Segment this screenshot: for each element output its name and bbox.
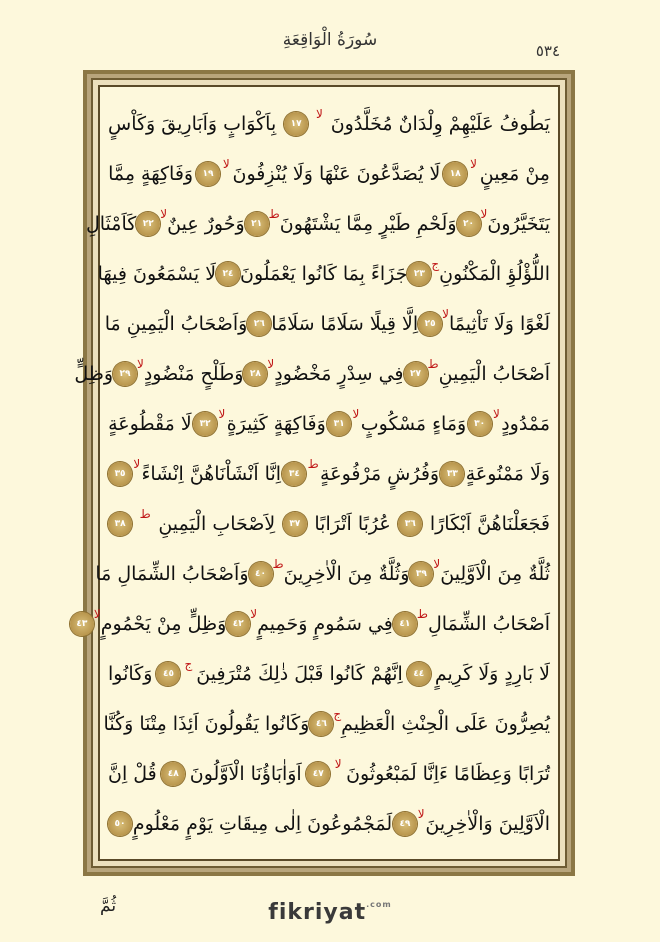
pause-mark: لا [492, 407, 500, 421]
ayah-marker-icon: ١٧ [284, 112, 308, 136]
verse-text: وَطَلْحٍ مَنْضُودٍ [143, 363, 244, 385]
ayah-marker-icon: ٤٦ [309, 712, 333, 736]
ayah-marker-icon: ٣٤ [282, 462, 306, 486]
pause-mark: لا [222, 157, 230, 171]
ayah-marker-icon: ٣٦ [398, 512, 422, 536]
publisher-tld: .com [366, 900, 392, 909]
verse-text: وَمَاءٍ مَسْكُوبٍ [360, 413, 467, 435]
pause-mark: لا [218, 407, 226, 421]
text-area [74, 85, 560, 861]
pause-mark: ط [139, 507, 151, 521]
ayah-marker-icon: ٢٨ [243, 362, 267, 386]
verse-text: يَطُوفُ عَلَيْهِمْ وِلْدَانٌ مُخَلَّدُونَ [330, 113, 550, 135]
pause-mark: لا [442, 307, 449, 321]
text-line [108, 651, 550, 697]
pause-mark: لا [470, 157, 477, 171]
ayah-marker-icon: ٤٧ [306, 762, 330, 786]
verse-text: لَا مَقْطُوعَةٍ [108, 413, 192, 435]
verse-text: اِلَّا قِيلًا سَلَامًا سَلَامًا [271, 313, 419, 335]
ayah-marker-icon: ٤٤ [407, 662, 431, 686]
ayah-marker-icon: ١٩ [196, 162, 220, 186]
verse-text: كَاَمْثَالِ [85, 213, 137, 235]
verse-text: اَوَاٰبَاؤُنَا الْاَوَّلُونَ [189, 763, 302, 785]
frame-border [74, 78, 567, 868]
ayah-marker-icon: ٢٠ [457, 212, 481, 236]
verse-text: اَصْحَابُ الشِّمَالِ [428, 613, 550, 635]
verse-text: يَتَخَيَّرُونَ [487, 213, 550, 235]
verse-text: عُرُبًا اَتْرَابًا [314, 513, 391, 535]
verse-text: وَاَصْحَابُ الشِّمَالِ مَا [95, 563, 249, 585]
verse-text: مِنْ مَعِينٍ [479, 163, 550, 185]
pause-mark: لا [133, 457, 141, 471]
verse-text: وَلَحْمِ طَيْرٍ مِمَّا يَشْتَهُونَ [279, 213, 457, 235]
ayah-marker-icon: ٤٢ [226, 612, 250, 636]
ayah-marker-icon: ٣٠ [468, 412, 492, 436]
verse-text: الْاَوَّلِينَ وَالْاٰخِرِينَ [425, 813, 550, 835]
catchword: ثُمَّ [100, 896, 117, 916]
verse-text: وَظِلٍّ مِنْ يَحْمُومٍ [100, 613, 227, 635]
text-line [97, 251, 550, 297]
verse-text: وَكَانُوا يَقُولُونَ اَئِذَا مِتْنَا وَكُنَّا [103, 713, 310, 735]
ayah-marker-icon: ٢٩ [113, 362, 137, 386]
ayah-marker-icon: ٢١ [245, 212, 269, 236]
ayah-marker-icon: ٣٩ [409, 562, 433, 586]
ayah-marker-icon: ٢٥ [418, 312, 442, 336]
verse-text: وَفَاكِهَةٍ مِمَّا [108, 163, 194, 185]
text-line [108, 151, 550, 197]
verse-text: يُصِرُّونَ عَلَى الْحِنْثِ الْعَظِيمِ [341, 713, 550, 735]
verse-text: ثُلَّةٌ مِنَ الْاَوَّلِينَ [440, 563, 550, 585]
text-line [108, 501, 550, 547]
text-line [108, 401, 550, 447]
pause-mark: لا [267, 357, 275, 371]
pause-mark: ط [307, 457, 319, 471]
verse-text: فِي سَمُومٍ وَحَمِيمٍ [257, 613, 393, 635]
pause-mark: لا [137, 357, 144, 371]
verse-text: وَفُرُشٍ مَرْفُوعَةٍ [320, 463, 440, 485]
pause-mark: لا [316, 107, 323, 121]
pause-mark: ج [431, 257, 440, 271]
verse-text: لَا يَسْمَعُونَ فِيهَا [97, 263, 217, 285]
pause-mark: ط [427, 357, 439, 371]
pause-mark: لا [160, 207, 168, 221]
ayah-marker-icon: ٤١ [393, 612, 417, 636]
verse-text: اِنَّا اَنْشَاْنَاهُنَّ اِنْشَاءً [141, 463, 282, 485]
text-line [108, 751, 550, 797]
pause-mark: لا [352, 407, 360, 421]
ayah-marker-icon: ٣١ [327, 412, 351, 436]
verse-text: وَحُورٌ عِينٌ [167, 213, 245, 235]
verse-text: لَا بَارِدٍ وَلَا كَرِيمٍ [434, 663, 550, 685]
verse-text: اَصْحَابُ الْيَمِينِ [438, 363, 550, 385]
pause-mark: لا [334, 757, 342, 771]
ayah-marker-icon: ٥٠ [108, 812, 132, 836]
text-line [104, 301, 550, 347]
ayah-marker-icon: ٤٣ [70, 612, 94, 636]
verse-text: لَغْوًا وَلَا تَاْثِيمًا [448, 313, 550, 335]
page-number: ٥٣٤ [535, 42, 560, 60]
verse-text: لِاَصْحَابِ الْيَمِينِ [158, 513, 276, 535]
pause-mark: ط [416, 607, 428, 621]
text-line [108, 101, 550, 147]
ayah-marker-icon: ٢٤ [216, 262, 240, 286]
ayah-marker-icon: ٤٠ [249, 562, 273, 586]
ayah-marker-icon: ٢٢ [136, 212, 160, 236]
verse-text: بِاَكْوَابٍ وَاَبَارِيقَ وَكَاْسٍ [108, 113, 277, 135]
ayah-marker-icon: ١٨ [443, 162, 467, 186]
verse-text: وَكَانُوا [108, 663, 153, 685]
ayah-marker-icon: ٤٥ [156, 662, 180, 686]
pause-mark: لا [93, 607, 101, 621]
pause-mark: لا [250, 607, 258, 621]
verse-text: وَلَا مَمْنُوعَةٍ [465, 463, 550, 485]
pause-mark: لا [417, 807, 425, 821]
ayah-marker-icon: ٣٨ [108, 512, 132, 536]
text-line [103, 701, 550, 747]
ayah-marker-icon: ٤٩ [393, 812, 417, 836]
quran-text [74, 101, 550, 847]
verse-text: اللُّؤْلُؤِ الْمَكْنُونِ [439, 263, 550, 285]
verse-text: جَزَاءً بِمَا كَانُوا يَعْمَلُونَ [240, 263, 408, 285]
pause-mark: لا [480, 207, 488, 221]
ayah-marker-icon: ٣٥ [108, 462, 132, 486]
text-line [85, 201, 550, 247]
verse-text: مَمْدُودٍ [501, 413, 550, 435]
verse-text: وَاَصْحَابُ الْيَمِينِ مَا [104, 313, 248, 335]
page-header [0, 30, 660, 70]
pause-mark: لا [433, 557, 441, 571]
verse-text: اِنَّهُمْ كَانُوا قَبْلَ ذٰلِكَ مُتْرَفِينَ [196, 663, 403, 685]
verse-text: لَا يُصَدَّعُونَ عَنْهَا وَلَا يُنْزِفُونَ [232, 163, 441, 185]
ayah-marker-icon: ٣٣ [440, 462, 464, 486]
text-line [108, 451, 550, 497]
page-frame [74, 70, 575, 876]
ayah-marker-icon: ٣٧ [283, 512, 307, 536]
text-line [95, 551, 550, 597]
verse-text: وَظِلٍّ [74, 363, 113, 385]
verse-text: وَفَاكِهَةٍ كَثِيرَةٍ [226, 413, 326, 435]
ayah-marker-icon: ٢٧ [404, 362, 428, 386]
surah-title: سُورَةُ الْوَاقِعَةِ [282, 30, 378, 50]
ayah-marker-icon: ٣٢ [193, 412, 217, 436]
pause-mark: ط [272, 557, 284, 571]
verse-text: قُلْ اِنَّ [108, 763, 157, 785]
verse-text: تُرَابًا وَعِظَامًا ءَاِنَّا لَمَبْعُوثُونَ [346, 763, 550, 785]
text-line [108, 801, 550, 847]
verse-text: لَمَجْمُوعُونَ اِلٰى مِيقَاتِ يَوْمٍ مَعْلُومٍ [132, 813, 393, 835]
text-line [76, 601, 550, 647]
verse-text: فَجَعَلْنَاهُنَّ اَبْكَارًا [429, 513, 550, 535]
pause-mark: ج [333, 707, 342, 721]
verse-text: فِي سِدْرٍ مَخْضُودٍ [274, 363, 404, 385]
ayah-marker-icon: ٢٣ [407, 262, 431, 286]
pause-mark: ط [268, 207, 280, 221]
text-line [74, 351, 550, 397]
ayah-marker-icon: ٢٦ [247, 312, 271, 336]
publisher-name: fikriyat [268, 900, 367, 925]
pause-mark: ج [184, 657, 193, 671]
ayah-marker-icon: ٤٨ [161, 762, 185, 786]
publisher-logo [0, 900, 660, 925]
verse-text: وَثُلَّةٌ مِنَ الْاٰخِرِينَ [283, 563, 410, 585]
